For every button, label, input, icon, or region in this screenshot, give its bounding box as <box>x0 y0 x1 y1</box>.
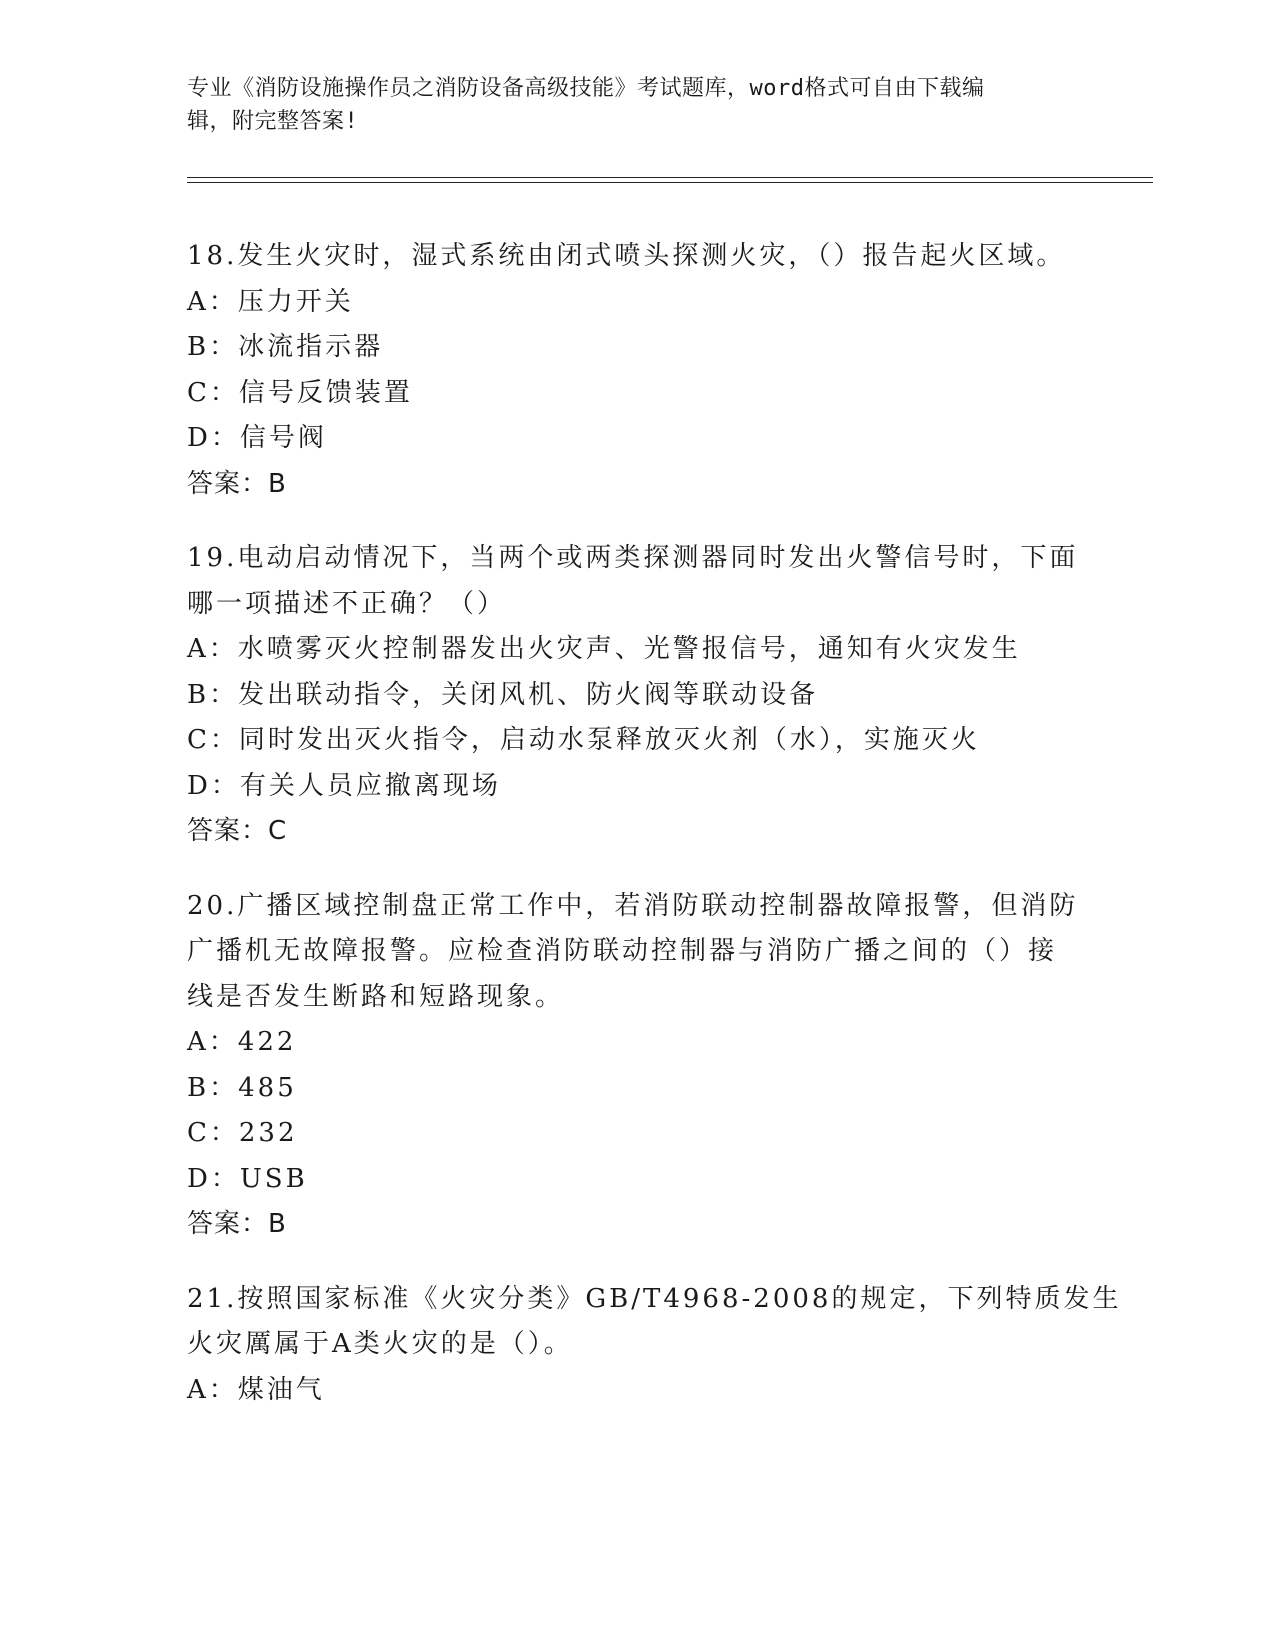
option-d: D：有关人员应撤离现场 <box>187 770 501 801</box>
document-header <box>187 72 1077 138</box>
question-stem-line: 21.按照国家标准《火灾分类》GB/T4968-2008的规定，下列特质发生 <box>187 1283 1122 1314</box>
answer-line: 答案：B <box>187 468 287 499</box>
header-rule-top <box>187 177 1153 178</box>
option-b: B：485 <box>187 1072 297 1103</box>
option-b: B：冰流指示器 <box>187 332 384 362</box>
question-19 <box>187 536 1087 855</box>
header-rule-bottom <box>187 182 1153 183</box>
question-stem-line: 20.广播区域控制盘正常工作中，若消防联动控制器故障报警，但消防 <box>187 890 1079 921</box>
question-stem-line: 线是否发生断路和短路现象。 <box>187 981 565 1012</box>
question-stem-line: 广播机无故障报警。应检查消防联动控制器与消防广播之间的（）接 <box>187 936 1058 966</box>
option-c: C：232 <box>187 1118 298 1148</box>
option-d: D：USB <box>187 1163 308 1194</box>
option-a: A：水喷雾灭火控制器发出火灾声、光警报信号，通知有火灾发生 <box>187 634 1021 664</box>
question-stem-line: 18.发生火灾时，湿式系统由闭式喷头探测火灾，（）报告起火区域。 <box>187 241 1066 271</box>
question-18 <box>187 234 1087 507</box>
question-list <box>187 234 1122 1442</box>
header-line-2: 辑，附完整答案! <box>187 109 359 134</box>
header-line-1: 专业《消防设施操作员之消防设备高级技能》考试题库，word格式可自由下载编 <box>187 76 985 101</box>
option-a: A：压力开关 <box>187 286 354 317</box>
answer-line: 答案：C <box>187 816 288 846</box>
option-b: B：发出联动指令，关闭风机、防火阀等联动设备 <box>187 679 819 710</box>
question-20 <box>187 884 1087 1248</box>
option-a: A：422 <box>187 1027 297 1057</box>
answer-line: 答案：B <box>187 1209 287 1239</box>
option-c: C：信号反馈装置 <box>187 377 413 408</box>
option-d: D：信号阀 <box>187 423 327 453</box>
question-stem-line: 19.电动启动情况下，当两个或两类探测器同时发出火警信号时，下面 <box>187 543 1079 573</box>
question-21 <box>187 1277 1122 1414</box>
option-a: A：煤油气 <box>187 1374 325 1405</box>
question-stem-line: 哪一项描述不正确？（） <box>187 588 507 619</box>
option-c: C：同时发出灭火指令，启动水泵释放灭火剂（水），实施灭火 <box>187 725 980 755</box>
question-stem-line: 火灾厲属于A类火灾的是（）。 <box>187 1329 573 1359</box>
